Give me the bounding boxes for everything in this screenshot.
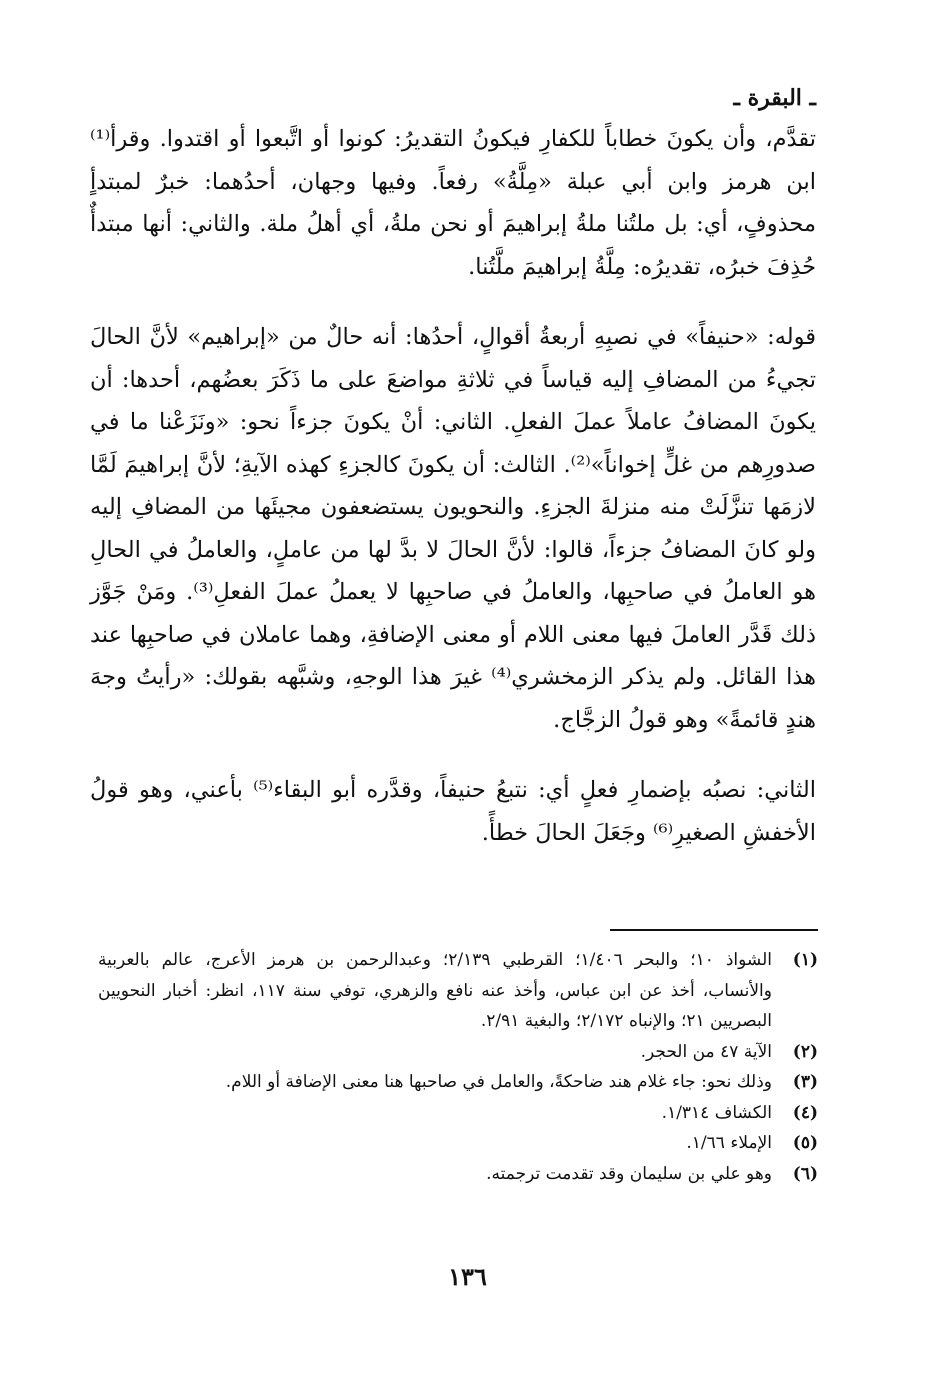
footnote-text: الآية ٤٧ من الحجر. [640,1041,772,1062]
footnote-text: وهو علي بن سليمان وقد تقدمت ترجمته. [486,1163,772,1184]
footnote-3 [98,1067,818,1098]
footnote-text: وذلك نحو: جاء غلام هند ضاحكةً، والعامل في صاحبها هنا معنى الإضافة أو اللام. [225,1072,772,1092]
footnote-number: (٤) [792,1102,818,1123]
footnote-5 [98,1128,818,1159]
footnotes [98,945,818,1189]
footnote-number: (٥) [792,1133,818,1153]
main-text-block [90,78,816,854]
footnote-2 [98,1037,818,1068]
footnote-text: الشواذ ١٠؛ والبحر ١/٤٠٦؛ القرطبي ٢/١٣٩؛ وعبدالرحمن بن هرمز الأعرج، عالم بالعربية والأنساب، أخذ عن ابن عباس، وأخذ عنه نافع والزهري، توفي سنة ١١٧، انظر: أخبار النحويين البصريين ٢١؛ والإنباه ٢/١٧٢؛ والبغية ٢/٩١. [98,950,772,1031]
paragraph-3: الثاني: نصبُه بإضمارِ فعلٍ أي: نتبعُ حنيفاً، وقدَّره أبو البقاء⁽⁵⁾ بأعني، وهو قولُ الأخفشِ الصغيرِ⁽⁶⁾ وجَعَلَ الحالَ خطأً. [90,777,816,846]
paragraph-1: تقدَّم، وأن يكونَ خطاباً للكفارِ فيكونُ التقديرُ: كونوا أو اتَّبعوا أو اقتدوا. وقرأ⁽¹⁾ ابن هرمز وابن أبي عبلة «مِلَّةُ» رفعاً. وفيها وجهان، أحدُهما: خبرٌ لمبتدأٍ محذوفٍ، أي: بل ملتُنا ملةُ إبراهيمَ أو نحن ملةُ، أي أهلُ ملة. والثاني: أنها مبتدأٌ حُذِفَ خبرُه، تقديرُه: مِلَّةُ إبراهيمَ ملَّتُنا. [90,126,816,280]
footnote-number: (٢) [792,1041,818,1062]
footnote-text: الكشاف ١/٣١٤. [661,1102,772,1123]
page-number: ١٣٦ [448,1262,487,1291]
footnote-separator [610,929,818,931]
footnote-6 [98,1159,818,1190]
footnote-text: الإملاء ١/٦٦. [686,1133,772,1153]
footnote-number: (١) [792,950,818,970]
footnote-number: (٦) [792,1163,818,1184]
footnote-number: (٣) [792,1072,818,1092]
footnote-4 [98,1098,818,1129]
paragraph-2: قوله: «حنيفاً» في نصبِهِ أربعةُ أقوالٍ، أحدُها: أنه حالٌ من «إبراهيم» لأنَّ الحالَ تجيءُ من المضافِ إليه قياساً في ثلاثةِ مواضعَ على ما ذَكَرَ بعضُهم، أحدها: أن يكونَ المضافُ عاملاً عملَ الفعلِ. الثاني: أنْ يكونَ جزءاً نحو: «ونَزَعْنا ما في صدورِهم من غلٍّ إخواناً»⁽²⁾. الثالث: أن يكونَ كالجزءِ كهذه الآيةِ؛ لأنَّ إبراهيمَ لَمَّا لازمَها تنزَّلَتْ منه منزلةَ الجزءِ. والنحويون يستضعفون مجيئَها من المضافِ إليه ولو كانَ المضافُ جزءاً، قالوا: لأنَّ الحالَ لا بدَّ لها من عاملٍ، والعاملُ في الحالِ هو العاملُ في صاحبِها، والعاملُ في صاحبِها لا يعملُ عملَ الفعلِ⁽³⁾. ومَنْ جَوَّز ذلك قَدَّر العاملَ فيها معنى اللام أو معنى الإضافةِ، وهما عاملان في صاحبِها عند هذا القائل. ولم يذكر الزمخشري⁽⁴⁾ غيرَ هذا الوجهِ، وشبَّهه بقولك: «رأيتُ وجهَ هندٍ قائمةً» وهو قولُ الزجَّاج. [90,324,817,733]
running-header: ـ البقرة ـ [733,85,816,111]
footnote-1 [98,945,818,1037]
